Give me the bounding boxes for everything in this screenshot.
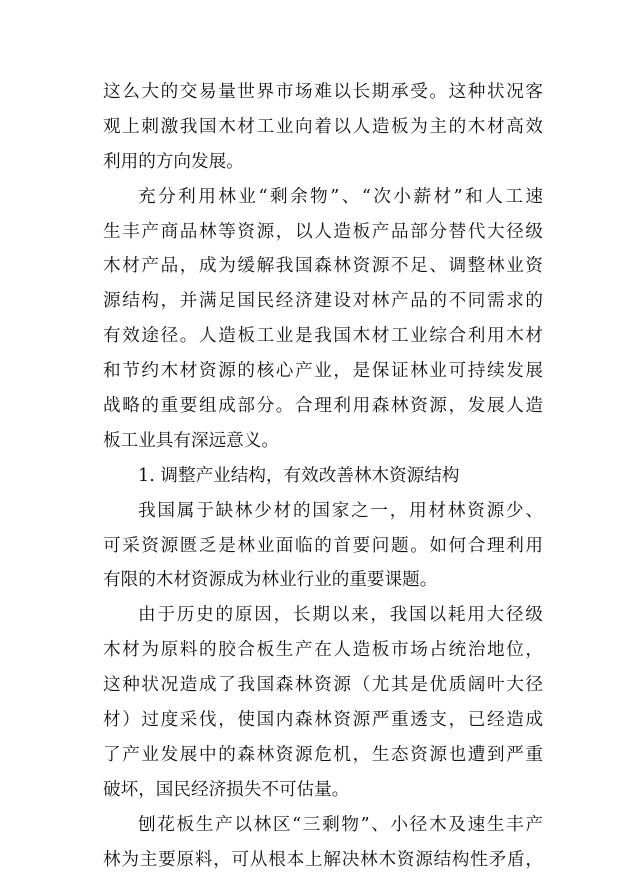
text-line: 充分利用林业“剩余物”、“次小薪材”和人工速 xyxy=(138,186,543,207)
text-line: 利用的方向发展。 xyxy=(103,151,244,172)
text-line: 我国属于缺林少材的国家之一，用材林资源少、 xyxy=(138,500,543,521)
text-line: 林为主要原料，可从根本上解决林木资源结构性矛盾， xyxy=(103,849,543,870)
text-line: 观上刺激我国木材工业向着以人造板为主的木材高效 xyxy=(103,116,543,137)
body-text xyxy=(103,75,543,877)
text-line: 这种状况造成了我国森林资源（尤其是优质阔叶大径 xyxy=(103,675,543,696)
text-line: 材）过度采伐，使国内森林资源严重透支，已经造成 xyxy=(103,710,543,731)
text-line: 战略的重要组成部分。合理利用森林资源，发展人造 xyxy=(103,396,543,417)
text-line: 这么大的交易量世界市场难以长期承受。这种状况客 xyxy=(103,82,543,102)
text-line: 源结构，并满足国民经济建设对林产品的不同需求的 xyxy=(103,291,543,312)
text-line: 刨花板生产以林区“三剩物”、小径木及速生丰产 xyxy=(138,814,543,835)
text-line: 木材产品，成为缓解我国森林资源不足、调整林业资 xyxy=(103,256,543,277)
text-line: 板工业具有深远意义。 xyxy=(103,430,279,451)
text-line: 了产业发展中的森林资源危机，生态资源也遭到严重 xyxy=(103,744,543,765)
text-line: 可采资源匮乏是林业面临的首要问题。如何合理利用 xyxy=(103,535,543,556)
section-heading: 1. 调整产业结构，有效改善林木资源结构 xyxy=(138,465,460,486)
text-line: 木材为原料的胶合板生产在人造板市场占统治地位， xyxy=(103,640,543,661)
text-line: 有限的木材资源成为林业行业的重要课题。 xyxy=(103,570,438,591)
text-line: 由于历史的原因，长期以来，我国以耗用大径级 xyxy=(138,605,543,626)
text-line: 和节约木材资源的核心产业，是保证林业可持续发展 xyxy=(103,361,543,382)
text-line: 有效途径。人造板工业是我国木材工业综合利用木材 xyxy=(103,326,543,347)
text-line: 破坏，国民经济损失不可估量。 xyxy=(103,779,350,800)
text-line: 生丰产商品林等资源，以人造板产品部分替代大径级 xyxy=(103,221,543,242)
